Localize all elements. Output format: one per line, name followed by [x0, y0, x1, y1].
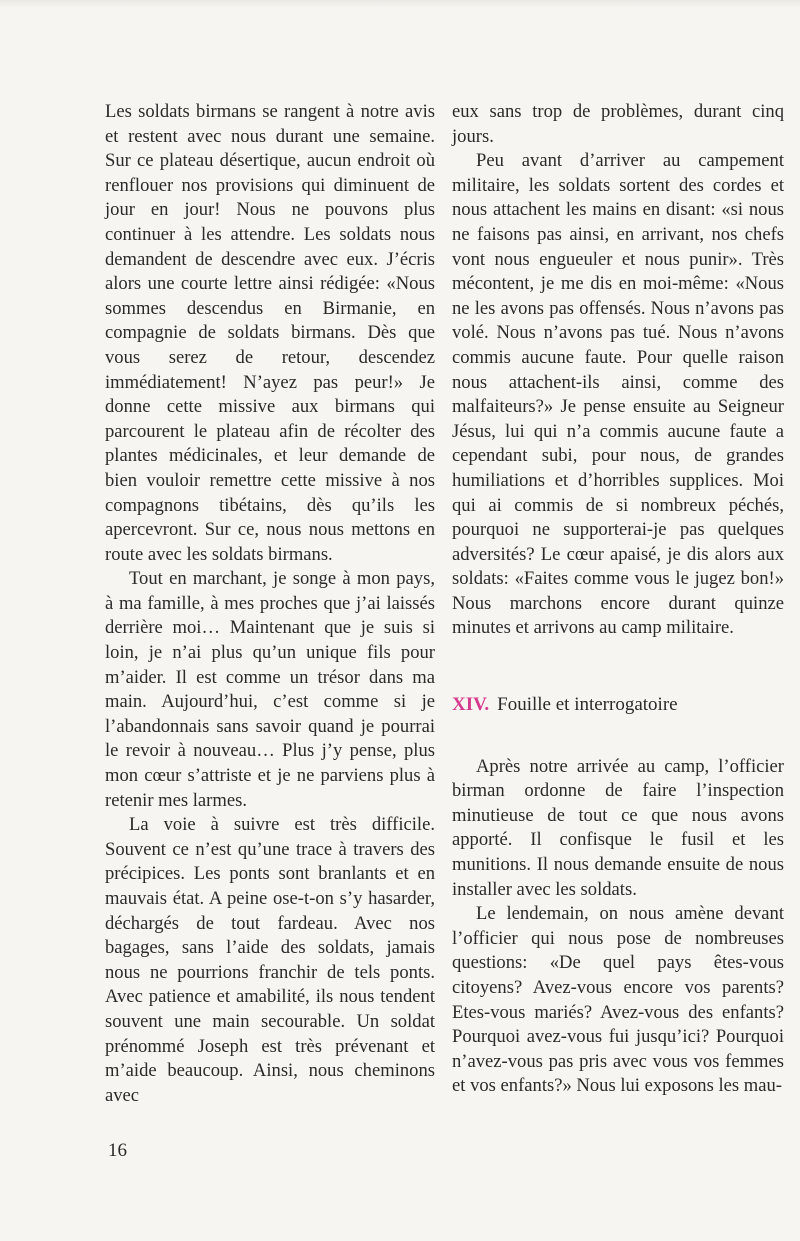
page-edge [0, 0, 800, 8]
paragraph-4: Peu avant d’arriver au campement militaire, les soldats sortent des cordes et nous attachent les mains en disant: «si nous ne faisons pas ainsi, en arrivant, nos chefs vont nous engueuler et nous punir». Très mécontent, je me dis en moi-même: «Nous ne les avons pas offensés. Nous n’avons pas volé. Nous n’avons pas tué. Nous n’avons commis aucune faute. Pour quelle raison nous attachent-ils ainsi, comme des malfaiteurs?» Je pense ensuite au Seigneur Jésus, lui qui n’a commis aucune faute a cependant subi, pour nous, de grandes humiliations et d’horribles supplices. Moi qui ai commis de si nombreux péchés, pourquoi ne supporterai-je pas quelques adversités? Le cœur apaisé, je dis alors aux soldats: «Faites comme vous le jugez bon!» Nous marchons encore durant quinze minutes et arrivons au camp militaire. [452, 150, 784, 639]
section-heading [452, 693, 784, 718]
section-number: XIV. [452, 694, 490, 716]
paragraph-6: Le lendemain, on nous amène devant l’officier qui nous pose de nombreuses questions: «De quel pays êtes-vous citoyens? Avez-vous encore vos parents? Etes-vous mariés? Avez-vous des enfants? Pourquoi avez-vous fui jusqu’ici? Pourquoi n’avez-vous pas pris avec vous vos femmes et vos enfants?» Nous lui exposons les mau- [452, 903, 784, 1097]
paragraph-2: Tout en marchant, je songe à mon pays, à ma famille, à mes proches que j’ai laissés derrière moi… Maintenant que je suis si loin, je n’ai plus qu’un unique fils pour m’aider. Il est comme un trésor dans ma main. Aujourd’hui, c’est comme si je l’abandonnais sans savoir quand je pourrai le revoir à nouveau… Plus j’y pense, plus mon cœur s’attriste et je ne parviens plus à retenir mes larmes. [105, 568, 435, 811]
paragraph-5: Après notre arrivée au camp, l’officier birman ordonne de faire l’inspection minutieuse de tout ce que nous avons apporté. Il confisque le fusil et les munitions. Il nous demande ensuite de nous installer avec les soldats. [452, 755, 784, 900]
left-column [105, 100, 435, 1108]
paragraph-continuation: eux sans trop de problèmes, durant cinq jours. [452, 101, 784, 147]
page-number: 16 [108, 1140, 127, 1161]
section-title: Fouille et interrogatoire [497, 694, 678, 716]
right-column [452, 100, 784, 1099]
paragraph-1: Les soldats birmans se rangent à notre avis et restent avec nous durant une semaine. Sur ce plateau désertique, aucun endroit où renflouer nos provisions qui diminuent de jour en jour! Nous ne pouvons plus continuer à les attendre. Les soldats nous demandent de descendre avec eux. J’écris alors une courte lettre ainsi rédigée: «Nous sommes descendus en Birmanie, en compagnie de soldats birmans. Dès que vous serez de retour, descendez immédiatement! N’ayez pas peur!» Je donne cette missive aux birmans qui parcourent le plateau afin de récolter des plantes médicinales, et leur demande de bien vouloir remettre cette missive à nos compagnons tibétains, dès qu’ils les apercevront. Sur ce, nous nous mettons en route avec les soldats birmans. [105, 101, 435, 565]
paragraph-3: La voie à suivre est très difficile. Souvent ce n’est qu’une trace à travers des précipices. Les ponts sont branlants et en mauvais état. A peine ose-t-on s’y hasarder, déchargés de tout fardeau. Avec nos bagages, sans l’aide des soldats, jamais nous ne pourrions franchir de tels ponts. Avec patience et amabilité, ils nous tendent souvent une main secourable. Un soldat prénommé Joseph est très prévenant et m’aide beaucoup. Ainsi, nous cheminons avec [105, 814, 435, 1106]
